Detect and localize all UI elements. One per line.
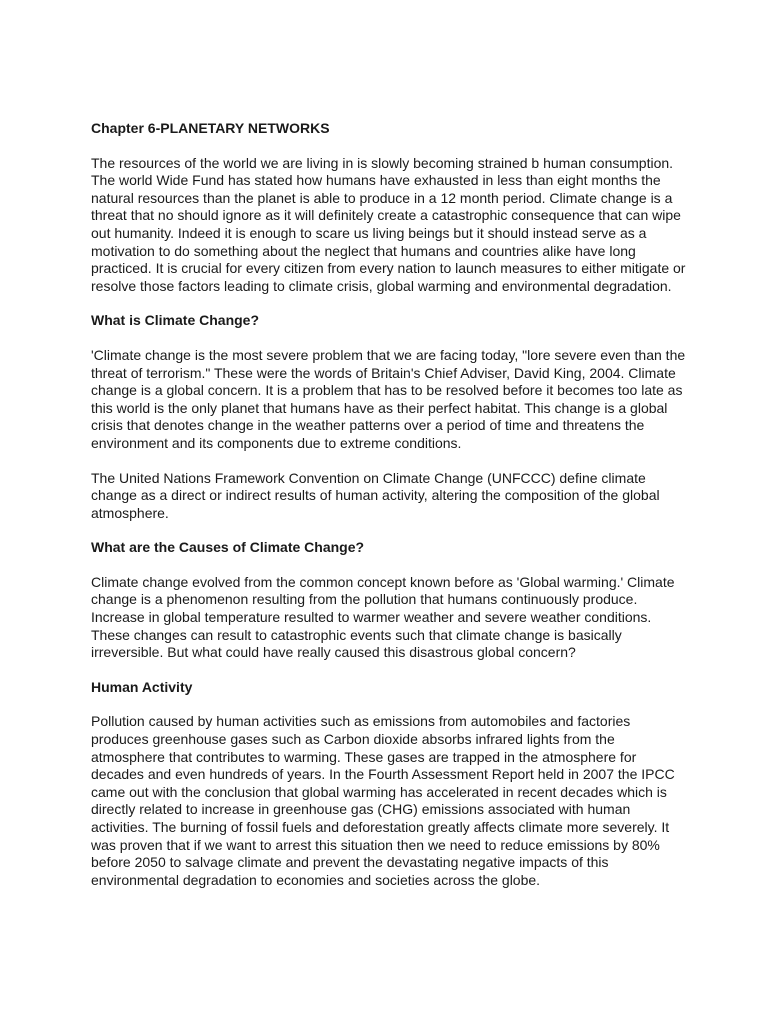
- paragraph-human-activity: Pollution caused by human activities such as emissions from automobiles and factories produces greenhouse gases such as Carbon dioxide absorbs infrared lights from the atmosphere that contributes to warming. These gases are trapped in the atmosphere for decades and even hundreds of years. In the Fourth Assessment Report held in 2007 the IPCC came out with the conclusion that global warming has accelerated in recent decades which is directly related to increase in greenhouse gas (CHG) emissions associated with human activities. The burning of fossil fuels and deforestation greatly affects climate more severely. It was proven that if we want to arrest this situation then we need to reduce emissions by 80% before 2050 to salvage climate and prevent the devastating negative impacts of this environmental degradation to economies and societies across the globe.: [91, 713, 675, 888]
- section-heading-what-is-climate-change: What is Climate Change?: [91, 312, 260, 329]
- paragraph-unfccc-definition: The United Nations Framework Convention on Climate Change (UNFCCC) define climate change as a direct or indirect results of human activity, altering the composition of the global atmosphere.: [91, 469, 660, 521]
- section-heading-human-activity: Human Activity: [91, 678, 193, 695]
- intro-paragraph: The resources of the world we are living in is slowly becoming strained b human consumption. The world Wide Fund has stated how humans have exhausted in less than eight months the natural resources than the planet is able to produce in a 12 month period. Climate change is a threat that no should ignore as it will definitely create a catastrophic consequence that can wipe out humanity. Indeed it is enough to scare us living beings but it should instead serve as a motivation to do something about the neglect that humans and countries alike have long practiced. It is crucial for every citizen from every nation to launch measures to either mitigate or resolve those factors leading to climate crisis, global warming and environmental degradation.: [91, 154, 686, 294]
- section-heading-causes: What are the Causes of Climate Change?: [91, 539, 365, 556]
- document-page: [91, 120, 691, 906]
- chapter-title: Chapter 6-PLANETARY NETWORKS: [91, 120, 330, 136]
- paragraph-causes: Climate change evolved from the common concept known before as 'Global warming.' Climate change is a phenomenon resulting from the pollution that humans continuously produce. Increase in global temperature resulted to warmer weather and severe weather conditions. These changes can result to catastrophic events such that climate change is basically irreversible. But what could have really caused this disastrous global concern?: [91, 573, 675, 661]
- paragraph-climate-change-quote: 'Climate change is the most severe problem that we are facing today, "lore severe even than the threat of terrorism." These were the words of Britain's Chief Adviser, David King, 2004. Climate change is a global concern. It is a problem that has to be resolved before it becomes too late as this world is the only planet that humans have as their perfect habitat. This change is a global crisis that denotes change in the weather patterns over a period of time and threatens the environment and its components due to extreme conditions.: [91, 346, 686, 451]
